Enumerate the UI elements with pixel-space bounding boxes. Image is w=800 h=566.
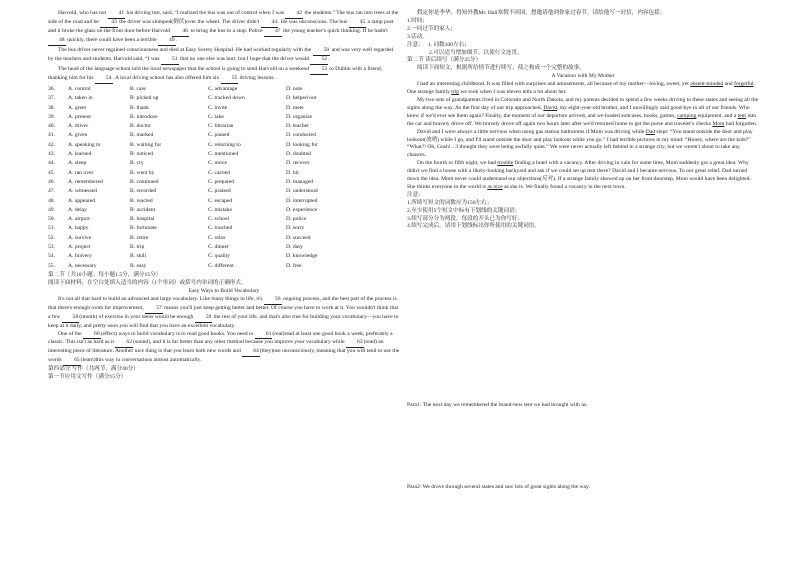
text-segment: to Dublin with a friend, thanking him for his [48,66,383,82]
text-segment: we took when I was eleven tells a lot about her. [459,89,567,96]
option-choice: C. carried [208,169,231,176]
option-choice: D. sorry [286,225,305,232]
article-paragraph-1 [48,296,400,331]
question-number: 54. [48,253,55,260]
option-row [48,262,400,271]
text-segment: equipment, and a [696,112,738,119]
prompt-item-3: 3.活动。 [407,33,428,40]
blank-44: 44 [261,19,279,28]
text-segment: that no one else was hurt, but I hope that the driver would [178,56,311,63]
writing-prompt: 假定你是李华，得知外教Mr. Hall寒假不回国，想邀请他到你家过春节。请给他写一封信，内容包括： [417,10,666,16]
note-label: 注意： [407,41,424,48]
option-choice: D. teacher [286,123,309,130]
option-choice: B. doctor [130,123,151,130]
continuation-instruction: 阅读下面短文，根据所给情节进行续写，使之构成一个完整的故事。 [417,65,585,72]
text-segment: (real)read at least one good book a week, preferably a classic. This isn't as hard as it [48,330,393,346]
part-4-section-1-title: 第一节应用文写作（满分15分） [48,374,127,381]
blank-56: 56 [264,296,282,305]
option-choice: B. retire [130,234,149,241]
cloze-paragraph-2 [48,47,400,65]
option-choice: B. recorded [130,188,157,195]
option-choice: C. move [208,160,227,167]
question-number: 44. [48,160,55,167]
text-segment: a lamp post and it broke the glass on the front door before Harvold [48,18,394,34]
option-choice: D. doubted [286,151,311,158]
option-row [48,253,400,262]
option-choice: B. hospital [130,216,155,223]
option-choice: A. greet [68,104,87,111]
text-segment: The head of the language school told the local newspaper that the school is going to send Harvold on a weekend [58,66,311,73]
option-row [48,113,400,122]
option-row [48,160,400,169]
option-choice: C. invite [208,104,228,111]
requirement-2: 2.至少使用5个短文中标有下划线的关键词语； [407,207,521,214]
right-column [407,0,759,566]
cloze-paragraph-3 [48,66,400,84]
left-column [48,0,400,566]
question-number: 52. [48,234,55,241]
keyword: camping [677,112,697,119]
text-segment: The bus driver never regained consciousness and died at Easy Surrey Hospital. He had worked regularly with the [58,47,313,54]
option-choice: C. mistake [208,206,232,213]
blank-57: 57 [145,305,163,314]
option-choice: D. helped out [286,95,317,102]
question-number: 40. [48,123,55,130]
option-row [48,215,400,224]
text-segment: had forgotten. [724,120,758,127]
section-2-continuation-title: 第二节 读后续写（满分25分） [407,57,482,64]
text-segment: means you'll just keep getting better and better. Of course you have to work at it. You wouldn't think that a few [48,304,399,320]
option-row [48,234,400,243]
blank-63: 63 [346,339,364,348]
option-choice: C. praised [208,188,231,195]
option-choice: D. conducted [286,132,316,139]
keyword: Dad [645,128,656,135]
option-choice: D. note [286,85,303,92]
option-choice: C. returning to [208,141,241,148]
text-segment: (learn)this way in conversations almost automatically. [80,357,202,364]
option-choice: B. reacted [130,197,153,204]
text-segment: the rest of your life, and that's also true for building your vocabulary—you have to keep at it daily, and pretty soon you will find that you have an excellent vocabulary. [48,313,399,329]
option-choice: C. school [208,216,230,223]
article-paragraph-2 [48,331,400,367]
option-choice: A. speaking to [68,141,101,148]
text-segment: (sound), and it is far better than any other method because you improve your vocabulary while [133,339,346,346]
text-segment: the driver was slumped(倒伏)over the wheel. The driver didn't [117,18,261,25]
option-choice: B. care [130,85,146,92]
section-2-instruction: 阅读下面材料，在空白处填入适当的内容（1个单词）或括号内单词的正确形式。 [48,280,247,287]
question-number: 43. [48,151,55,158]
text-segment: It's not all that hard to build an advanced and large vocabulary. Like many things in life, it's [58,295,264,302]
option-choice: A. witnessed [68,188,97,195]
option-choice: C. relax [208,234,226,241]
blank-43: 43 [100,19,118,28]
text-segment: and [723,81,735,88]
question-number: 50. [48,216,55,223]
question-number: 48. [48,197,55,204]
blank-61: 61 [255,331,273,340]
text-segment: . One strange family [407,81,755,96]
blank-45: 45 [349,19,367,28]
keyword: David [543,104,558,111]
blank-46: 46 [172,28,190,37]
option-choice: D. duty [286,243,303,250]
prompt-note-2: 2.可以适当增加细节，以使行文连贯。 [429,49,523,56]
option-choice: B. trip [130,243,145,250]
blank-62: 62 [115,339,133,348]
text-segment: (they)use unconsciously, meaning that you will tend to use the words [48,348,400,364]
option-choice: C. touched [208,225,233,232]
text-segment: and was very well regarded by the teachers and students. Harvold said, “I was [48,47,394,63]
text-segment: One of the [58,330,84,337]
option-choice: A. control [68,85,91,92]
option-choice: D. looking for [286,141,318,148]
option-choice: B. fortunate [130,225,157,232]
blank-58: 58 [62,314,80,323]
question-number: 53. [48,243,55,250]
text-segment: the students.” The bus ran into trees at the side of the road and he [48,10,399,25]
question-number: 55. [48,262,55,269]
option-row [48,243,400,252]
text-segment: his driving test, said, “I realized the bus was out of control when I was [125,10,286,16]
prompt-note-1: 注意： 1. 词数100左右； [407,41,470,48]
option-row [48,169,400,178]
text-segment: as she is. We finally found a vacancy in the next town. [502,183,626,190]
question-number: 47. [48,188,55,195]
cloze-options-table [48,85,400,271]
requirement-1: 1.所续写短文的词数应为150左右； [407,199,493,206]
option-choice: B. marked [130,132,154,139]
option-choice: A. sleep [68,160,87,167]
text-segment: My two sets of grandparents lived in Colorado and North Dakota, and my parents decided to spend a few weeks driving to these states and seeing all the sights along the way. As the first day of our trip approached, [407,96,759,111]
blank-65: 65 [63,357,81,366]
blank-64: 64 [242,348,260,357]
option-choice: A. taken in [68,95,93,102]
option-choice: B. went by [130,169,155,176]
option-row [48,225,400,234]
option-choice: D. police [286,216,307,223]
option-choice: A. driver [68,123,89,130]
prompt-item-2: 2.一同过节的家人； [407,25,456,32]
option-choice: A. ran over [68,169,94,176]
keyword: absent-minded [690,81,724,88]
story-paragraph-1 [407,81,759,97]
blank-48: 48 [48,37,66,46]
option-choice: C. take [208,113,224,120]
text-segment: ongoing process, and the best part of the process is that there's enough room for improvement, [48,295,397,311]
option-choice: D. understood [286,188,318,195]
option-choice: D. hit [286,169,299,176]
option-choice: A. appeared [68,197,96,204]
option-choice: C. passed [208,132,230,139]
option-choice: A. remembered [68,178,103,185]
question-number: 51. [48,225,55,232]
option-choice: A. given [68,132,88,139]
para-1-starter: Para1: The next day we remembered the brand-new tent we had brought with us. [407,402,588,408]
blank-60: 60 [83,331,101,340]
option-choice: B. noticed [130,151,153,158]
option-choice: C. tracked down [208,95,245,102]
option-choice: B. cry [130,160,144,167]
option-choice: B. easy [130,262,147,269]
text-segment: On the fourth or fifth night, we had [417,160,498,167]
text-segment: the young teacher's quick thinking. If he hadn't [281,27,388,34]
option-choice: D. experience [286,206,318,213]
option-choice: A. present [68,113,91,120]
option-row [48,141,400,150]
option-choice: A. necessary [68,262,97,269]
option-choice: A. airport [68,216,90,223]
option-choice: C. prepared [208,178,235,185]
article-title: Easy Ways to Build Vocabulary [188,288,260,294]
option-choice: B. thank [130,104,149,111]
text-segment: . He was unconscious. The bus [278,18,349,25]
option-choice: D. recover [286,160,310,167]
keyword: as nice [487,183,503,190]
section-2-title: 第二节（共10小题；每小题1.5分，满分15分） [48,272,162,279]
text-segment: David and I were always a little nervous when using gas station bathrooms if Mom was driving while [417,128,646,135]
text-segment: , my eight-year-old brother, and I unwillingly said good-bye to all of our friends. Who knew if we'd ever see them again? Finally, the moment of our departure arrived, and we loaded suitcases, books, games, [407,104,750,119]
story-paragraph-4 [407,160,759,192]
option-choice: D. managed [286,178,314,185]
option-choice: D. organize [286,113,312,120]
option-choice: D. free [286,262,302,269]
blank-59: 59 [195,314,213,323]
question-number: 46. [48,178,55,185]
option-choice: C. librarian [208,123,234,130]
option-row [48,95,400,104]
blank-50: 50 [313,47,331,56]
text-segment: . [328,56,330,63]
option-choice: B. waiting for [130,141,162,148]
text-segment: into the car and bravely drove off. We bravely drove off again two hours later after we'd returned home to get the purse and traveler's checks [407,112,757,127]
option-row [48,178,400,187]
option-row [48,104,400,113]
option-choice: C. different [208,262,234,269]
option-choice: C. dinner [208,243,229,250]
prompt-item-1: 1.时间； [407,17,428,24]
text-segment: quickly, there could have been a terrible [65,36,158,43]
option-choice: D. interrupted [286,197,318,204]
option-row [48,206,400,215]
blank-51: 51 [161,56,179,65]
story-paragraph-3 [407,129,759,161]
option-row [48,188,400,197]
option-row [48,150,400,159]
blank-55: 55 [221,75,239,84]
text-segment: (read) an interesting piece of literature. Another nice thing is that you learn both new words and [48,339,384,355]
option-choice: D. succeed [286,234,311,241]
option-choice: B. continued [130,178,159,185]
option-choice: A. survive [68,234,92,241]
question-number: 37. [48,95,55,102]
option-choice: A. project [68,243,91,250]
option-choice: C. mentioned [208,151,239,158]
requirements-label: 注意： [407,191,424,198]
option-choice: C. advantage [208,85,238,92]
text-segment: driving lessons. [238,75,275,82]
text-segment: (month) of exercise in your teens would be enough [79,313,195,320]
option-row [48,197,400,206]
option-choice: B. skill [130,253,147,260]
para-2-starter: Para2: We drove through several states and saw lots of great sights along the way. [407,484,590,490]
question-number: 39. [48,113,55,120]
option-choice: D. meet [286,104,304,111]
option-row [48,85,400,94]
text-segment: . A local driving school has also offered him six [112,75,221,82]
blank-41: 41 [108,10,126,19]
text-segment: I had an interesting childhood. It was filled with surprises and amusements, all because of my mother—loving, sweet, yet [417,81,691,88]
option-choice: B. introduce [130,113,158,120]
option-row [48,122,400,131]
text-segment: . [175,36,177,43]
question-number: 49. [48,206,55,213]
option-row [48,132,400,141]
keyword: trip [451,89,460,96]
text-segment: Harvold, who has not [58,10,108,16]
part-4-title: 第四部分 写作（共两节，满分40分） [48,366,139,373]
option-choice: A. learned [68,151,92,158]
question-number: 41. [48,132,55,139]
blank-49: 49 [158,37,176,46]
option-choice: A. bravery [68,253,92,260]
blank-53: 53 [310,66,328,75]
option-choice: A. delay [68,206,87,213]
option-choice: C. quality [208,253,231,260]
story-paragraph-2 [407,97,759,129]
text-segment: finding a hotel with a vacancy. After driving in vain for some time, Mom suddenly got a great idea: Why didn't we find a house with a likely-looking backyard and ask if we could set up tent there? David and I became nervous. To our great relief, Dad turned down the idea. Mom never could understand our objections(反对). If a strange family showed up on her front doorstep, Mom would have been delighted. She thinks everyone in the world is [407,160,751,190]
text-segment: slept: “You stand outside the door and play lookout(放哨) while I go, and I'll stand outside the door and play lookout while you go.” I had terrible pictures in my mind: “Honey, where are the kids?” “What?! Oh, Gosh!…I thought they were being awfully quiet.” We were never actually left behind in a strange city, but we weren't about to take any chances. [407,128,753,159]
keyword: trouble [497,160,514,167]
option-choice: A. happy [68,225,89,232]
question-number: 36. [48,85,55,92]
cloze-paragraph-1 [48,10,400,46]
keyword: Mom [712,120,725,127]
option-choice: C. escaped [208,197,233,204]
question-number: 38. [48,104,55,111]
blank-54: 54 [95,75,113,84]
option-choice: B. accident [130,206,156,213]
keyword: forgetful [734,81,754,88]
keyword: tent [737,112,746,119]
question-number: 45. [48,169,55,176]
requirement-3: 3.续写部分分为两段，每段的开头已为你写好； [407,215,524,222]
blank-47: 47 [264,28,282,37]
story-title: A Vacation with My Mother [551,73,615,80]
text-segment: (effect) ways to build vocabulary is to read good books. You need to [100,330,255,337]
question-number: 42. [48,141,55,148]
option-choice: B. picked up [130,95,159,102]
blank-52: 52 [310,56,328,65]
text-segment: to bring the bus to a stop. Police [189,27,264,34]
option-choice: D. knowledge [286,253,318,260]
blank-42: 42 [285,10,303,19]
requirement-4: 4.续写完成后，请用下划线标出你所使用的关键词语。 [407,223,540,230]
